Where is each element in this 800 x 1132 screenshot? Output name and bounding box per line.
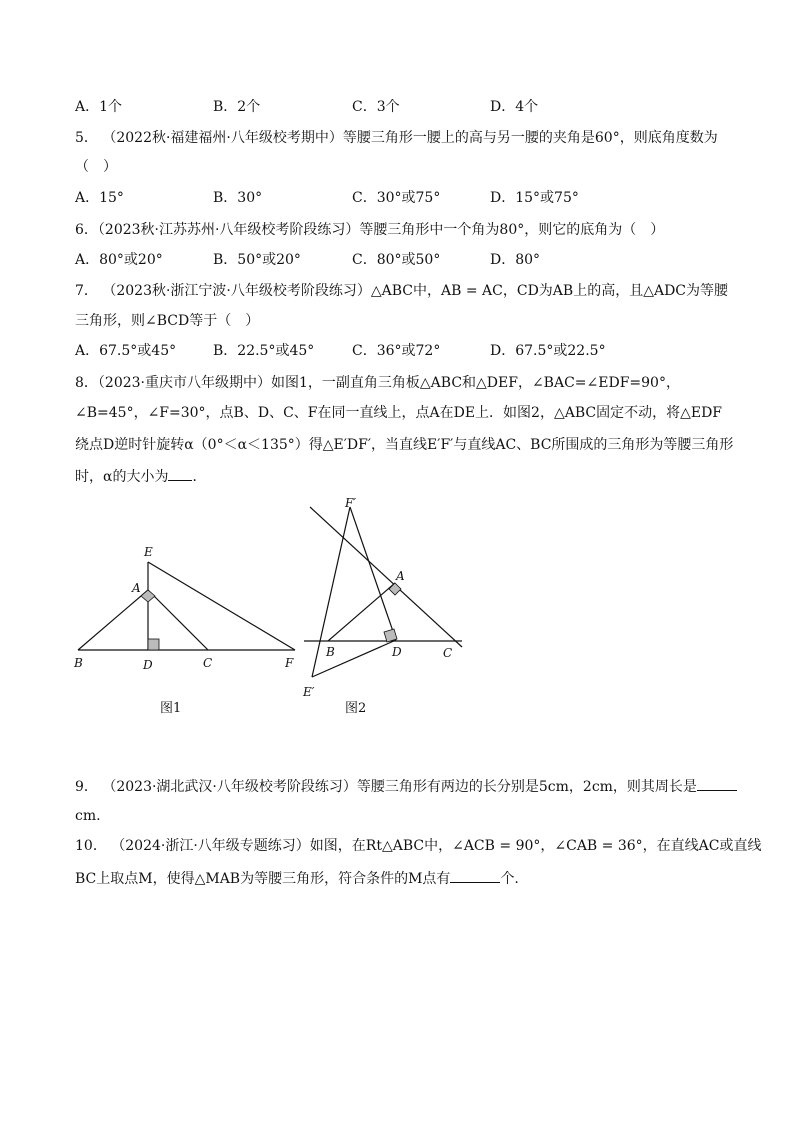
q4-option-a: A．1个 — [75, 99, 123, 115]
q7-options — [75, 341, 755, 361]
q9-line1-text: 9． （2023·湖北武汉·八年级校考阶段练习）等腰三角形有两边的长分别是5cm，2cm，则其周长是 — [75, 779, 697, 795]
fig1-line-ba — [78, 590, 148, 650]
q7-stem-line2: 三角形，则∠BCD等于（ ） — [75, 313, 260, 329]
q8-stem-line1: 8．（2023·重庆市八年级期中）如图1，一副直角三角板△ABC和△DEF，∠BAC=∠EDF=90°， — [75, 375, 680, 391]
fig2-right-angle-a — [389, 583, 401, 595]
q7-stem-line1: 7． （2023秋·浙江宁波·八年级校考阶段练习）△ABC中，AB = AC，CD为AB上的高，且△ADC为等腰 — [75, 283, 729, 299]
fig1-caption: 图1 — [160, 701, 182, 716]
q10-line2-end: 个. — [500, 871, 519, 887]
q5-stem-line2: （ ） — [75, 159, 117, 175]
fig2-label-c: C — [443, 646, 453, 660]
figure-1 — [70, 540, 305, 680]
q5-stem-line1: 5． （2022秋·福建福州·八年级校考期中）等腰三角形一腰上的高与另一腰的夹角是60°，则底角度数为 — [75, 130, 718, 146]
q5-option-b: B．30° — [213, 190, 263, 206]
q8-stem-line4 — [75, 466, 206, 487]
fig2-label-d: D — [392, 645, 402, 659]
q7-option-c: C．36°或72° — [352, 343, 441, 359]
q9-answer-blank[interactable] — [697, 776, 737, 791]
q10-stem-line1: 10． （2024·浙江·八年级专题练习）如图，在Rt△ABC中，∠ACB = 90°，∠CAB = 36°，在直线AC或直线 — [75, 838, 762, 854]
q10-line2-text: BC上取点M，使得△MAB为等腰三角形，符合条件的M点有 — [75, 871, 451, 887]
fig2-line-eprime-d — [312, 640, 396, 677]
q8-answer-blank[interactable] — [168, 466, 192, 481]
q8-line4-text: 时，α的大小为 — [75, 469, 169, 485]
q6-option-d: D．80° — [490, 252, 541, 268]
fig1-line-ef — [148, 562, 295, 650]
fig2-caption: 图2 — [345, 701, 367, 716]
q4-option-b: B．2个 — [213, 99, 261, 115]
figure-2 — [300, 495, 475, 705]
q4-options — [75, 97, 755, 117]
q5-option-a: A．15° — [75, 190, 124, 206]
fig1-label-e: E — [144, 545, 153, 559]
q8-stem-line2: ∠B=45°，∠F=30°，点B、D、C、F在同一直线上，点A在DE上．如图2，△ABC固定不动，将△EDF — [75, 405, 723, 421]
q8-stem-line3: 绕点D逆时针旋转α（0°＜α＜135°）得△E′DF′，当直线E′F′与直线AC、BC所围成的三角形为等腰三角形 — [75, 437, 734, 453]
q10-answer-blank[interactable] — [450, 868, 500, 883]
q6-options — [75, 250, 755, 270]
q7-option-a: A．67.5°或45° — [75, 343, 177, 359]
fig2-label-a: A — [396, 569, 405, 583]
fig1-label-f: F — [285, 656, 294, 670]
q7-option-d: D．67.5°或22.5° — [490, 343, 606, 359]
fig1-right-angle-a — [141, 590, 155, 602]
fig1-label-d: D — [143, 658, 153, 672]
q6-option-c: C．80°或50° — [352, 252, 441, 268]
q7-option-b: B．22.5°或45° — [213, 343, 315, 359]
q5-options — [75, 188, 755, 208]
q5-option-c: C．30°或75° — [352, 190, 441, 206]
q10-stem-line2 — [75, 868, 519, 889]
fig2-label-b: B — [326, 645, 335, 659]
q4-option-c: C．3个 — [352, 99, 400, 115]
fig1-right-angle-d — [148, 639, 159, 650]
q6-stem-line1: 6．（2023秋·江苏苏州·八年级校考阶段练习）等腰三角形中一个角为80°，则它的底角为（ ） — [75, 222, 665, 238]
fig2-label-eprime: E′ — [303, 685, 315, 699]
fig2-label-fprime: F′ — [345, 496, 357, 510]
q9-stem-line2: cm. — [75, 808, 101, 824]
q4-option-d: D．4个 — [490, 99, 539, 115]
fig1-label-a: A — [132, 581, 141, 595]
q8-line4-end: ． — [192, 469, 207, 485]
q6-option-b: B．50°或20° — [213, 252, 301, 268]
fig2-line-ac-extended — [310, 507, 462, 647]
q6-option-a: A．80°或20° — [75, 252, 163, 268]
fig1-label-c: C — [203, 656, 213, 670]
q9-stem-line1 — [75, 776, 737, 797]
fig2-line-fprime-d — [350, 507, 396, 640]
fig1-label-b: B — [74, 656, 83, 670]
q5-option-d: D．15°或75° — [490, 190, 579, 206]
